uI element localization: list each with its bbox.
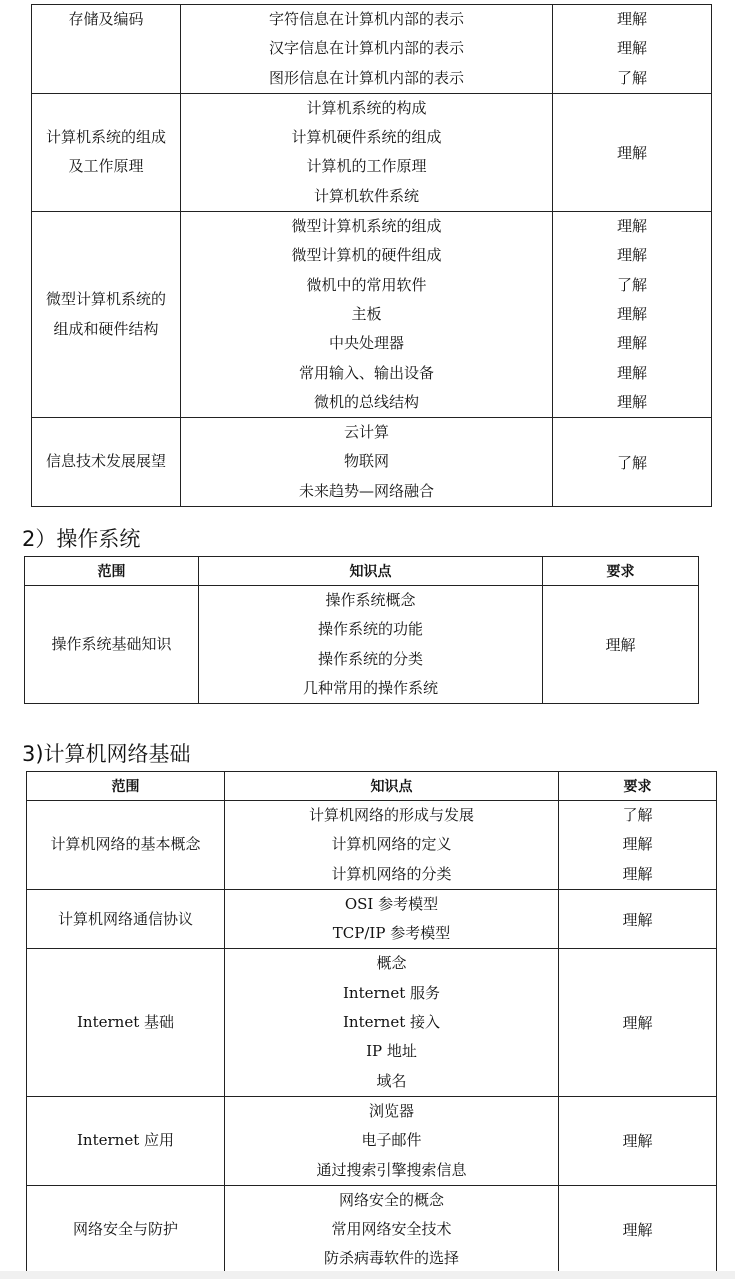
scope-cell <box>27 949 225 1096</box>
points-cell <box>181 93 553 211</box>
header-scope: 范围 <box>27 772 225 801</box>
knowledge-point: 图形信息在计算机内部的表示 <box>268 68 464 87</box>
section-heading-os: 2）操作系统 <box>22 527 141 551</box>
knowledge-point: 通过搜索引擎搜索信息 <box>316 1160 467 1179</box>
knowledge-point: 操作系统的分类 <box>317 649 423 668</box>
knowledge-point: 几种常用的操作系统 <box>302 678 438 697</box>
table-row <box>25 586 699 704</box>
knowledge-point: 微机的总线结构 <box>313 392 419 411</box>
scope-text: 计算机系统的组成及工作原理 <box>45 128 166 176</box>
scope-cell <box>32 93 181 211</box>
knowledge-point: 计算机的工作原理 <box>306 157 427 176</box>
page-bottom-bar <box>0 1271 735 1279</box>
table-row <box>27 1096 717 1185</box>
knowledge-point: 电子邮件 <box>361 1131 422 1150</box>
header-requirement: 要求 <box>559 772 717 801</box>
knowledge-point: 字符信息在计算机内部的表示 <box>268 10 464 28</box>
scope-cell <box>27 801 225 890</box>
knowledge-point: 未来趋势—网络融合 <box>298 481 434 500</box>
requirement-text: 理解 <box>622 1014 653 1033</box>
requirement-text: 理解 <box>622 835 653 854</box>
requirement-cell <box>559 889 717 949</box>
table-header-row <box>25 557 699 586</box>
knowledge-point: 计算机软件系统 <box>313 186 419 205</box>
knowledge-point: 计算机系统的构成 <box>306 98 427 117</box>
scope-cell <box>32 418 181 507</box>
knowledge-point: IP 地址 <box>366 1042 417 1061</box>
knowledge-point: 计算机网络的形成与发展 <box>308 806 474 824</box>
requirement-cell <box>543 586 699 704</box>
knowledge-point: OSI 参考模型 <box>344 894 439 913</box>
requirement-cell <box>559 1185 717 1274</box>
knowledge-point: TCP/IP 参考模型 <box>332 924 451 943</box>
header-requirement: 要求 <box>543 557 699 586</box>
requirement-text: 理解 <box>616 217 647 236</box>
knowledge-point: 计算机网络的分类 <box>331 864 452 883</box>
requirement-text: 理解 <box>616 143 647 162</box>
knowledge-point: 操作系统概念 <box>325 591 416 609</box>
points-cell <box>181 212 553 418</box>
points-cell <box>225 949 559 1096</box>
knowledge-point: 概念 <box>376 954 407 973</box>
requirement-text: 理解 <box>622 864 653 883</box>
requirement-text: 了解 <box>616 453 647 472</box>
scope-cell <box>27 1185 225 1274</box>
scope-text: 操作系统基础知识 <box>51 634 172 653</box>
scope-cell <box>27 1096 225 1185</box>
requirement-text: 理解 <box>616 392 647 411</box>
requirement-text: 了解 <box>622 806 653 824</box>
requirement-text: 理解 <box>616 304 647 323</box>
scope-text: 计算机网络的基本概念 <box>50 835 201 854</box>
knowledge-point: 网络安全的概念 <box>338 1190 444 1209</box>
scope-cell <box>32 212 181 418</box>
header-points: 知识点 <box>225 772 559 801</box>
requirement-cell <box>559 949 717 1096</box>
knowledge-point: 中央处理器 <box>328 334 404 353</box>
requirement-text: 理解 <box>622 910 653 929</box>
scope-text: 网络安全与防护 <box>72 1220 178 1239</box>
points-cell <box>199 586 543 704</box>
requirement-cell <box>559 1096 717 1185</box>
points-cell <box>225 1185 559 1274</box>
requirement-cell <box>553 5 712 94</box>
scope-text: Internet 应用 <box>77 1131 174 1150</box>
scope-cell <box>25 586 199 704</box>
table-row <box>27 949 717 1096</box>
knowledge-point: 物联网 <box>343 452 389 471</box>
requirement-text: 理解 <box>622 1221 653 1240</box>
knowledge-point: 常用输入、输出设备 <box>298 363 434 382</box>
requirement-cell <box>553 418 712 507</box>
points-cell <box>181 5 553 94</box>
knowledge-point: 主板 <box>351 304 382 323</box>
scope-text: 信息技术发展展望 <box>45 452 166 471</box>
knowledge-table-hardware <box>31 4 712 507</box>
requirement-text: 理解 <box>616 363 647 382</box>
points-cell <box>181 418 553 507</box>
scope-cell <box>27 889 225 949</box>
header-points: 知识点 <box>199 557 543 586</box>
table-row <box>32 5 712 94</box>
table-header-row <box>27 772 717 801</box>
scope-text: Internet 基础 <box>77 1013 174 1032</box>
knowledge-point: 防杀病毒软件的选择 <box>323 1249 459 1268</box>
requirement-text: 了解 <box>616 275 647 294</box>
knowledge-point: 微机中的常用软件 <box>306 275 427 294</box>
scope-cell <box>32 5 181 94</box>
requirement-text: 理解 <box>616 246 647 265</box>
knowledge-point: 浏览器 <box>368 1101 414 1120</box>
knowledge-point: 域名 <box>376 1071 407 1090</box>
requirement-cell <box>559 801 717 890</box>
requirement-cell <box>553 212 712 418</box>
knowledge-point: 计算机网络的定义 <box>331 835 452 854</box>
requirement-text: 了解 <box>616 68 647 87</box>
requirement-text: 理解 <box>616 39 647 58</box>
knowledge-table-network <box>26 771 717 1275</box>
knowledge-table-os <box>24 556 699 704</box>
scope-text: 存储及编码 <box>68 10 144 28</box>
points-cell <box>225 1096 559 1185</box>
knowledge-point: 操作系统的功能 <box>317 620 423 639</box>
knowledge-point: Internet 接入 <box>343 1013 440 1032</box>
knowledge-point: 微型计算机系统的组成 <box>291 217 442 236</box>
header-scope: 范围 <box>25 557 199 586</box>
requirement-text: 理解 <box>616 334 647 353</box>
scope-text: 计算机网络通信协议 <box>57 909 193 928</box>
scope-text: 微型计算机系统的组成和硬件结构 <box>45 290 166 338</box>
knowledge-point: 汉字信息在计算机内部的表示 <box>268 39 464 58</box>
points-cell <box>225 889 559 949</box>
table-row <box>32 418 712 507</box>
table-row <box>32 93 712 211</box>
knowledge-point: 计算机硬件系统的组成 <box>291 128 442 147</box>
table-row <box>27 889 717 949</box>
table-row <box>32 212 712 418</box>
points-cell <box>225 801 559 890</box>
knowledge-point: 常用网络安全技术 <box>331 1220 452 1239</box>
requirement-text: 理解 <box>622 1132 653 1151</box>
requirement-cell <box>553 93 712 211</box>
requirement-text: 理解 <box>605 636 636 655</box>
section-heading-network: 3)计算机网络基础 <box>22 742 191 766</box>
knowledge-point: 云计算 <box>343 423 389 442</box>
table-row <box>27 801 717 890</box>
knowledge-point: Internet 服务 <box>343 983 440 1002</box>
knowledge-point: 微型计算机的硬件组成 <box>291 246 442 265</box>
requirement-text: 理解 <box>616 10 647 28</box>
table-row <box>27 1185 717 1274</box>
